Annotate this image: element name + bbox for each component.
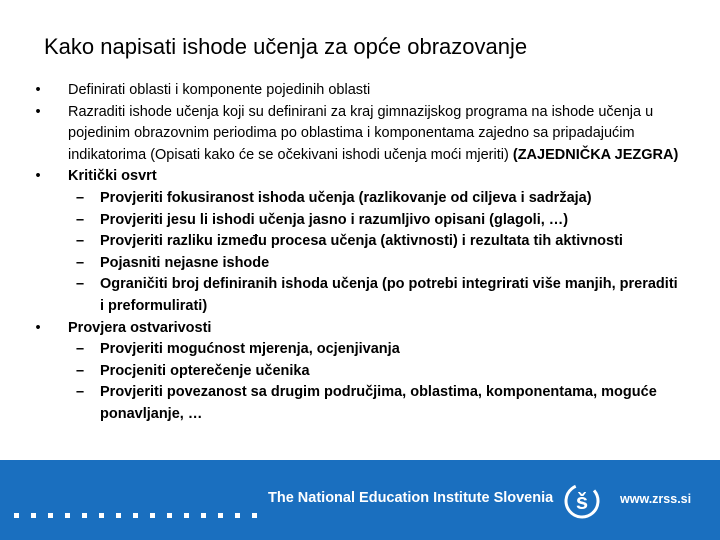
footer-dot: [218, 513, 223, 518]
footer-dot: [252, 513, 257, 518]
dash-marker: –: [75, 189, 85, 206]
sub-item: [44, 274, 684, 317]
dash-marker: –: [75, 233, 85, 250]
sub-item: [44, 382, 684, 425]
sub-item-text: Procjeniti opterečenje učenika: [100, 362, 310, 379]
footer-dot: [31, 513, 36, 518]
sub-item: [44, 361, 684, 383]
svg-text:š: š: [575, 489, 589, 514]
sub-item-text: Provjeriti fokusiranost ishoda učenja (razlikovanje od ciljeva i sadržaja): [100, 189, 592, 206]
bullet-item: [35, 102, 684, 167]
bullet-item: [35, 318, 684, 340]
sub-item-text: Provjeriti jesu li ishodi učenja jasno i razumljivo opisani (glagoli, …): [100, 211, 569, 228]
footer-dots: [14, 498, 257, 518]
footer-dot: [48, 513, 53, 518]
website-link[interactable]: www.zrss.si: [620, 492, 692, 506]
bullet-marker: •: [35, 168, 41, 185]
dash-marker: –: [75, 362, 85, 379]
footer-dot: [184, 513, 189, 518]
bullet-text-emphasis: (ZAJEDNIČKA JEZGRA): [512, 146, 679, 163]
sub-item: [44, 231, 684, 253]
sub-item: [44, 188, 684, 210]
bullet-item: [35, 80, 684, 102]
bullet-text: Provjera ostvarivosti: [68, 319, 212, 336]
dash-marker: –: [75, 341, 85, 358]
slide-title: Kako napisati ishode učenja za opće obrazovanje: [44, 34, 528, 59]
footer-dot: [116, 513, 121, 518]
sub-item-text: Provjeriti povezanost sa drugim područjima, oblastima, komponentama, moguće ponavljanje, …: [100, 384, 657, 422]
bullet-marker: •: [35, 82, 41, 98]
sub-item-text: Provjeriti mogućnost mjerenja, ocjenjivanja: [100, 341, 400, 358]
sub-item-text: Provjeriti razliku između procesa učenja (aktivnosti) i rezultata tih aktivnosti: [100, 233, 623, 250]
footer-dot: [82, 513, 87, 518]
bullet-item: [35, 166, 684, 188]
footer-dot: [201, 513, 206, 518]
bullet-marker: •: [35, 103, 41, 120]
dash-marker: –: [75, 254, 85, 271]
footer-dot: [167, 513, 172, 518]
sub-item: [44, 339, 684, 361]
bullet-text: Definirati oblasti i komponente pojedinih oblasti: [68, 82, 371, 98]
bullet-text: Kritički osvrt: [68, 168, 157, 185]
slide-content: [35, 80, 684, 426]
dash-marker: –: [75, 384, 85, 401]
bullet-marker: •: [35, 319, 41, 336]
dash-marker: –: [75, 276, 85, 293]
footer-dot: [14, 513, 19, 518]
footer-dot: [65, 513, 70, 518]
footer-dot: [133, 513, 138, 518]
sub-item-text: Ograničiti broj definiranih ishoda učenja (po potrebi integrirati više manjih, preraditi i preformulirati): [100, 276, 678, 314]
institution-name: The National Education Institute Slovenia: [268, 490, 554, 506]
zrss-logo-icon: [562, 478, 602, 522]
sub-item: [44, 253, 684, 275]
sub-item-text: Pojasniti nejasne ishode: [100, 254, 270, 271]
sub-item: [44, 210, 684, 232]
footer-dot: [99, 513, 104, 518]
footer-dot: [235, 513, 240, 518]
footer-banner: [0, 460, 720, 540]
bullet-text: Razraditi ishode učenja koji su definirani za kraj gimnazijskog programa na ishode učenja u pojedinim obrazovnim periodima po oblastima i komponentama zajedno sa pripadajućim indikatorima (Opisati kako će se očekivani ishodi učenja moći mjeriti): [68, 103, 654, 163]
dash-marker: –: [75, 211, 85, 228]
footer-dot: [150, 513, 155, 518]
